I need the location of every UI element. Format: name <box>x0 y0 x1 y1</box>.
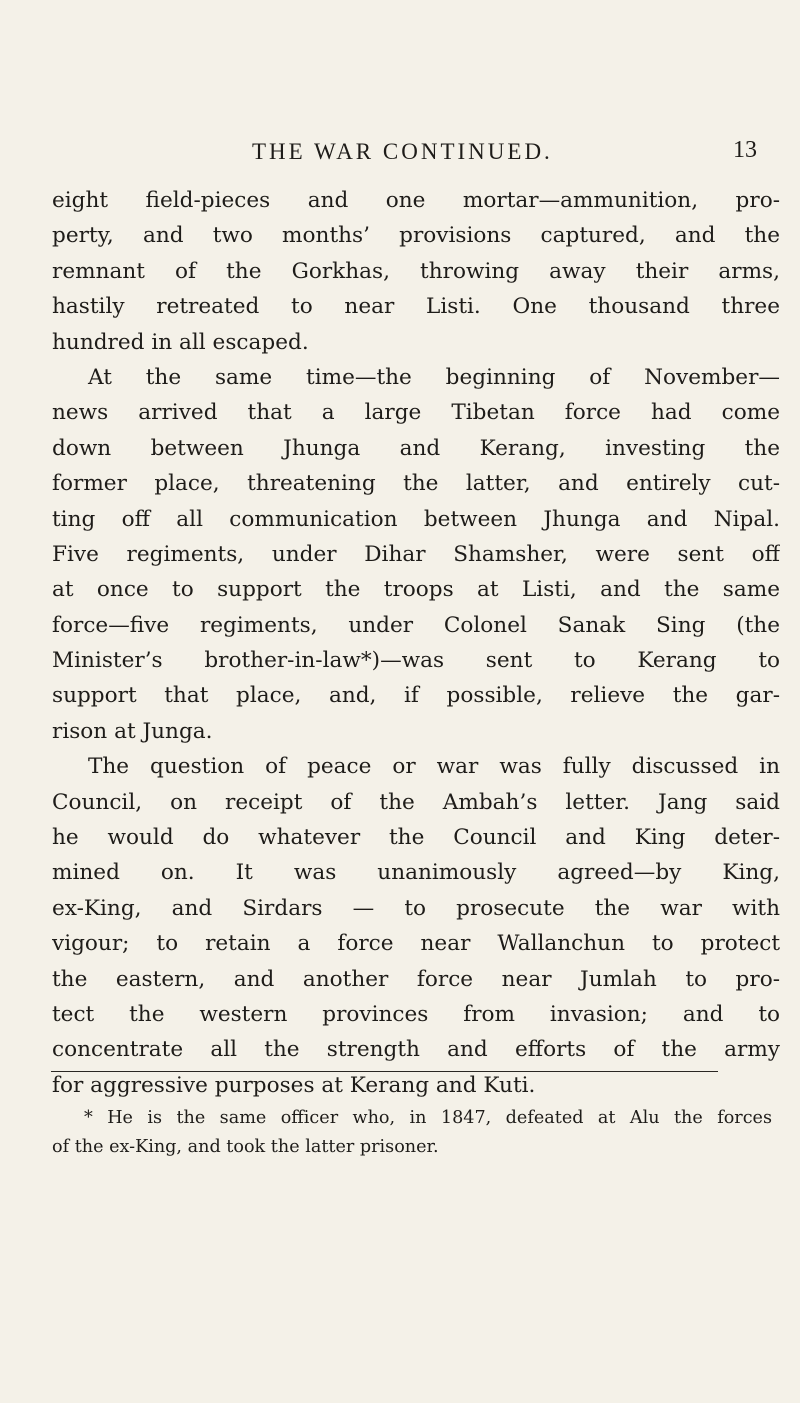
text-line: mined on. It was unanimously agreed—by King, <box>52 860 780 886</box>
text-line: he would do whatever the Council and King deter- <box>52 825 780 851</box>
text-line: at once to support the troops at Listi, and the same <box>52 577 780 603</box>
text-line: eight field-pieces and one mortar—ammunition, pro- <box>52 188 780 213</box>
text-line: for aggressive purposes at Kerang and Kuti. <box>52 1072 536 1098</box>
footnote <box>52 1104 772 1162</box>
text-line: Council, on receipt of the Ambah’s letter. Jang said <box>52 789 780 815</box>
text-line: ting off all communication between Jhunga and Nipal. <box>52 506 780 532</box>
text-line: force—five regiments, under Colonel Sanak Sing (the <box>52 612 780 638</box>
text-line: the eastern, and another force near Jumlah to pro- <box>52 966 780 992</box>
text-line: Five regiments, under Dihar Shamsher, were sent off <box>52 541 780 567</box>
text-line: perty, and two months’ provisions captured, and the <box>52 223 780 249</box>
body-text <box>52 183 780 1103</box>
footnote-divider <box>51 1071 718 1072</box>
text-line: Minister’s brother-in-law*)—was sent to Kerang to <box>52 648 780 674</box>
text-line: At the same time—the beginning of November— <box>88 364 780 390</box>
text-line: tect the western provinces from invasion; and to <box>52 1001 780 1027</box>
text-line: former place, threatening the latter, and entirely cut- <box>52 471 780 497</box>
page-number: 13 <box>733 137 757 163</box>
text-line: hastily retreated to near Listi. One thousand three <box>52 294 780 320</box>
text-line: rison at Junga. <box>52 718 213 744</box>
text-line: news arrived that a large Tibetan force had come <box>52 400 780 426</box>
text-line: concentrate all the strength and efforts of the army <box>52 1037 780 1063</box>
footnote-line: * He is the same officer who, in 1847, defeated at Alu the forces <box>84 1108 772 1128</box>
text-line: remnant of the Gorkhas, throwing away their arms, <box>52 258 780 284</box>
text-line: vigour; to retain a force near Wallanchun to protect <box>52 931 780 957</box>
footnote-line: of the ex-King, and took the latter prisoner. <box>52 1137 439 1157</box>
text-line: down between Jhunga and Kerang, investing the <box>52 435 780 461</box>
text-line: The question of peace or war was fully discussed in <box>88 754 780 780</box>
text-line: support that place, and, if possible, relieve the gar- <box>52 683 780 709</box>
running-title: THE WAR CONTINUED. <box>252 139 553 164</box>
text-line: ex-King, and Sirdars — to prosecute the war with <box>52 895 780 921</box>
text-line: hundred in all escaped. <box>52 329 309 355</box>
